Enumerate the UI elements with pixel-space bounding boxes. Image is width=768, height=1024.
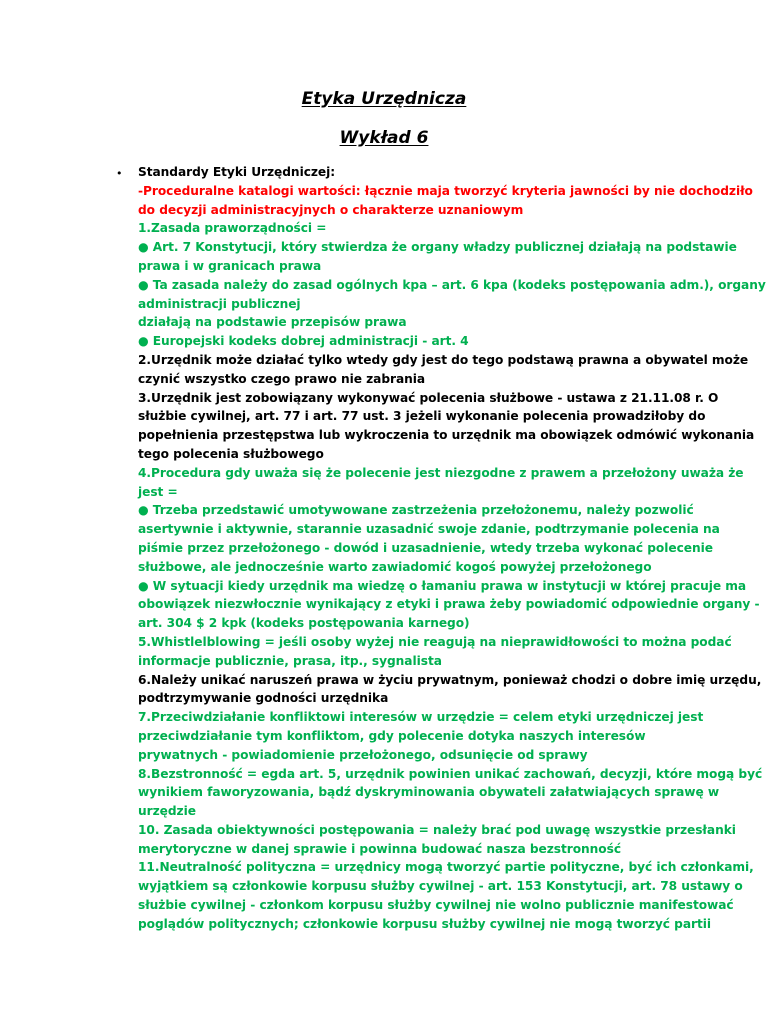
document-title: Etyka Urzędnicza	[301, 89, 467, 109]
note-line: 6.Należy unikać naruszeń prawa w życiu prywatnym, ponieważ chodzi o dobre imię urzędu,	[138, 672, 762, 687]
note-line: czynić wszystko czego prawo nie zabrania	[138, 371, 426, 386]
note-line: jest =	[138, 484, 178, 499]
note-line: prawa i w granicach prawa	[138, 258, 322, 273]
lecture-subtitle: Wykład 6	[339, 128, 429, 148]
note-line: przeciwdziałanie tym konfliktom, gdy polecenie dotyka naszych interesów	[138, 728, 646, 743]
note-line: ● Art. 7 Konstytucji, który stwierdza że organy władzy publicznej działają na podstawie	[138, 240, 737, 255]
note-line: 8.Bezstronność = egda art. 5, urzędnik powinien unikać zachowań, decyzji, które mogą być	[138, 766, 763, 781]
note-line: ● Trzeba przedstawić umotywowane zastrzeżenia przełożonemu, należy pozwolić	[138, 503, 694, 518]
note-line: poglądów politycznych; członkowie korpusu służby cywilnej nie mogą tworzyć partii	[138, 916, 712, 931]
note-line: służbie cywilnej - członkom korpusu służby cywilnej nie wolno publicznie manifestować	[138, 898, 734, 913]
note-line: 5.Whistlelblowing = jeśli osoby wyżej nie reagują na nieprawidłowości to można podać	[138, 634, 732, 649]
note-line: ● Europejski kodeks dobrej administracji - art. 4	[138, 334, 469, 349]
note-line: wyjątkiem są członkowie korpusu służby cywilnej - art. 153 Konstytucji, art. 78 ustawy o	[138, 879, 743, 894]
note-line: do decyzji administracyjnych o charakterze uznaniowym	[138, 202, 524, 217]
note-line: obowiązek niezwłocznie wynikający z etyki i prawa żeby powiadomić odpowiednie organy -	[138, 597, 760, 612]
note-line: 11.Neutralność polityczna = urzędnicy mogą tworzyć partie polityczne, być ich członkami,	[138, 860, 754, 875]
note-line: działają na podstawie przepisów prawa	[138, 315, 407, 330]
note-line: administracji publicznej	[138, 296, 301, 311]
note-line: merytoryczne w danej sprawie i powinna budować nasza bezstronność	[138, 841, 621, 856]
note-line: wynikiem faworyzowania, bądź dyskryminowania obywateli załatwiających sprawę w	[138, 785, 720, 800]
note-line: -Proceduralne katalogi wartości: łącznie maja tworzyć kryteria jawności by nie dochodziło	[138, 183, 753, 198]
bullet-icon: •	[116, 167, 123, 180]
note-line: ● Ta zasada należy do zasad ogólnych kpa – art. 6 kpa (kodeks postępowania adm.), organy	[138, 277, 766, 292]
note-line: prywatnych - powiadomienie przełożonego, odsunięcie od sprawy	[138, 747, 588, 762]
note-line: 7.Przeciwdziałanie konfliktowi interesów w urzędzie = celem etyki urzędniczej jest	[138, 710, 704, 725]
note-line: art. 304 $ 2 kpk (kodeks postępowania karnego)	[138, 616, 470, 631]
note-line: służbowe, ale jednocześnie warto zawiadomić kogoś powyżej przełożonego	[138, 559, 652, 574]
note-line: popełnienia przestępstwa lub wykroczenia to urzędnik ma obowiązek odmówić wykonania	[138, 428, 755, 443]
note-line: podtrzymywanie godności urzędnika	[138, 691, 389, 706]
note-line: 2.Urzędnik może działać tylko wtedy gdy jest do tego podstawą prawna a obywatel może	[138, 352, 749, 367]
note-line: urzędzie	[138, 804, 196, 819]
note-line: piśmie przez przełożonego - dowód i uzasadnienie, wtedy trzeba wykonać polecenie	[138, 540, 713, 555]
note-line: 10. Zasada obiektywności postępowania = należy brać pod uwagę wszystkie przesłanki	[138, 822, 736, 837]
note-line: służbie cywilnej, art. 77 i art. 77 ust. 3 jeżeli wykonanie polecenia prowadziłoby do	[138, 409, 706, 424]
note-line: 3.Urzędnik jest zobowiązany wykonywać polecenia służbowe - ustawa z 21.11.08 r. O	[138, 390, 719, 405]
note-line: tego polecenia służbowego	[138, 446, 324, 461]
note-line: ● W sytuacji kiedy urzędnik ma wiedzę o łamaniu prawa w instytucji w której pracuje ma	[138, 578, 747, 593]
note-line: informacje publicznie, prasa, itp., sygnalista	[138, 653, 442, 668]
note-line: 4.Procedura gdy uważa się że polecenie jest niezgodne z prawem a przełożony uważa że	[138, 465, 744, 480]
note-line: Standardy Etyki Urzędniczej:	[138, 165, 336, 179]
lecture-notes-body	[138, 163, 766, 934]
note-line: asertywnie i aktywnie, starannie uzasadnić swoje zdanie, podtrzymanie polecenia na	[138, 522, 720, 537]
note-line: 1.Zasada praworządności =	[138, 221, 327, 236]
